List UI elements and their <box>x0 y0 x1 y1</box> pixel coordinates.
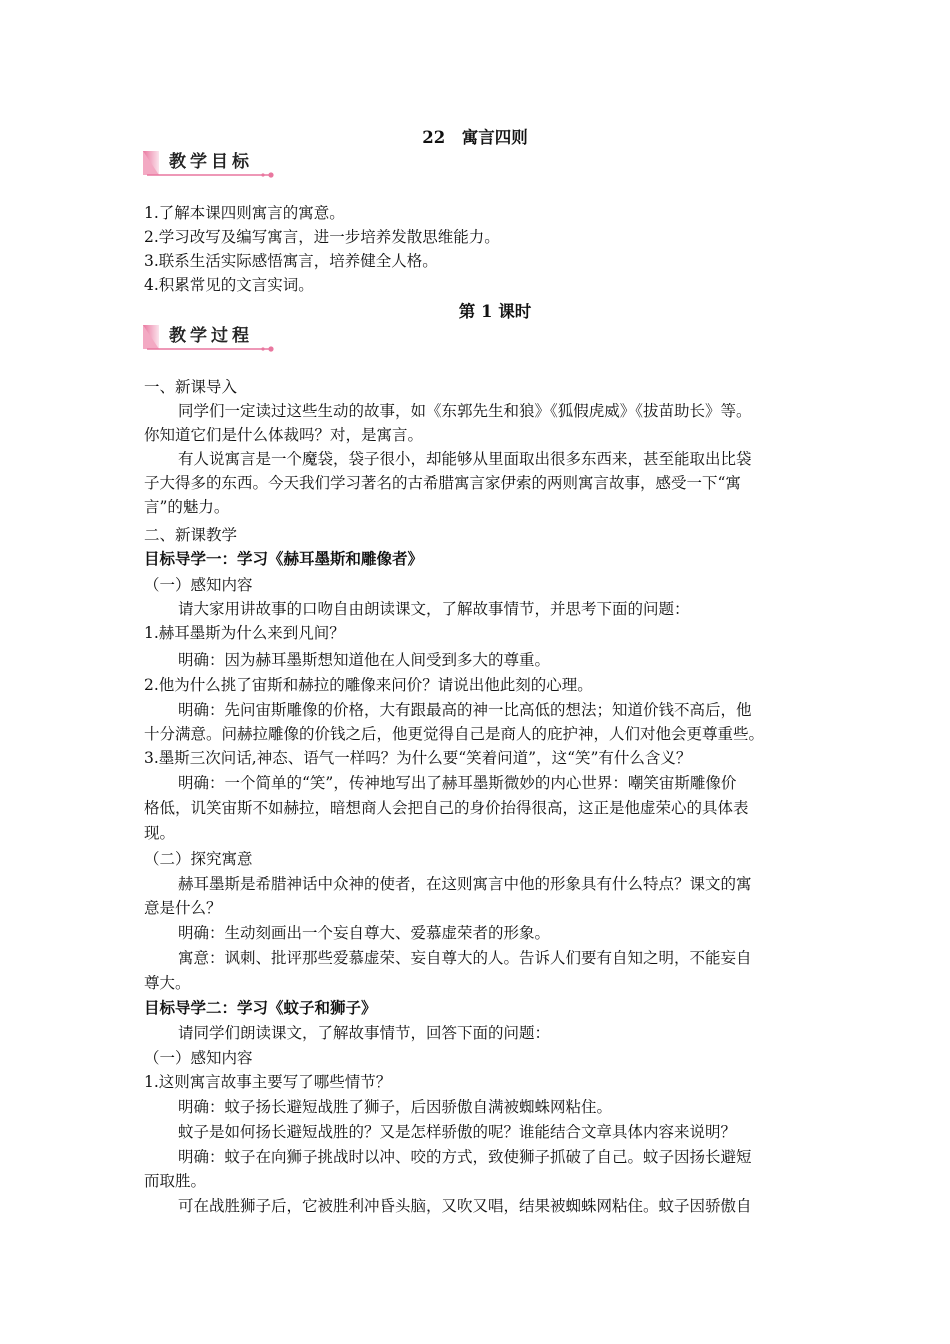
answer-line: 寓意：讽刺、批评那些爱慕虚荣、妄自尊大的人。告诉人们要有自知之明，不能妄自 <box>178 949 752 967</box>
paragraph-line: 蚊子是如何扬长避短战胜的？又是怎样骄傲的呢？谁能结合文章具体内容来说明？ <box>178 1123 737 1141</box>
goal-item: 1.了解本课四则寓言的寓意。 <box>144 204 345 222</box>
section-heading: 一、新课导入 <box>144 378 238 396</box>
answer-line: 明确：先问宙斯雕像的价格，大有跟最高的神一比高低的想法；知道价钱不高后，他 <box>178 701 752 719</box>
paragraph-line: 请大家用讲故事的口吻自由朗读课文，了解故事情节，并思考下面的问题： <box>178 600 690 618</box>
answer-line: 明确：因为赫耳墨斯想知道他在人间受到多大的尊重。 <box>178 651 551 669</box>
paragraph-line: 你知道它们是什么体裁吗？对，是寓言。 <box>144 426 424 444</box>
answer-line: 明确：蚊子扬长避短战胜了狮子，后因骄傲自满被蜘蛛网粘住。 <box>178 1098 613 1116</box>
question-line: 1.这则寓言故事主要写了哪些情节？ <box>144 1073 392 1091</box>
paragraph-line: 可在战胜狮子后，它被胜利冲昏头脑，又吹又唱，结果被蜘蛛网粘住。蚊子因骄傲自 <box>178 1197 752 1215</box>
section-banner-process <box>143 321 279 355</box>
question-line: 1.赫耳墨斯为什么来到凡间？ <box>144 624 345 642</box>
answer-line: 尊大。 <box>144 974 191 992</box>
paragraph-line: 赫耳墨斯是希腊神话中众神的使者，在这则寓言中他的形象具有什么特点？课文的寓 <box>178 875 752 893</box>
paragraph-line: 同学们一定读过这些生动的故事，如《东郭先生和狼》《狐假虎威》《拔苗助长》等。 <box>178 402 752 420</box>
paragraph-line: 请同学们朗读课文，了解故事情节，回答下面的问题： <box>178 1024 551 1042</box>
question-line: 2.他为什么挑了宙斯和赫拉的雕像来问价？请说出他此刻的心理。 <box>144 676 593 694</box>
sub-heading: （一）感知内容 <box>144 576 253 594</box>
answer-line: 格低，讥笑宙斯不如赫拉，暗想商人会把自己的身价抬得很高，这正是他虚荣心的具体表 <box>144 799 749 817</box>
question-line: 3.墨斯三次问话,神态、语气一样吗？为什么要“笑着问道”，这“笑”有什么含义？ <box>144 749 692 767</box>
banner-label: 教学过程 <box>169 326 253 346</box>
answer-line: 明确：蚊子在向狮子挑战时以冲、咬的方式，致使狮子抓破了自己。蚊子因扬长避短 <box>178 1148 752 1166</box>
lesson-title: 22 寓言四则 <box>422 128 528 147</box>
section-banner-goals <box>143 147 279 181</box>
answer-line: 而取胜。 <box>144 1172 207 1190</box>
answer-line: 十分满意。问赫拉雕像的价钱之后，他更觉得自己是商人的庇护神，人们对他会更尊重些。 <box>144 725 765 743</box>
goal-item: 4.积累常见的文言实词。 <box>144 276 314 294</box>
goal-heading: 目标导学二：学习《蚊子和狮子》 <box>144 998 377 1017</box>
sub-heading: （二）探究寓意 <box>144 850 253 868</box>
goal-item: 3.联系生活实际感悟寓言，培养健全人格。 <box>144 252 438 270</box>
banner-label: 教学目标 <box>169 152 253 172</box>
answer-line: 现。 <box>144 824 176 842</box>
goal-heading: 目标导学一：学习《赫耳墨斯和雕像者》 <box>144 549 424 568</box>
goal-item: 2.学习改写及编写寓言，进一步培养发散思维能力。 <box>144 228 500 246</box>
paragraph-line: 子大得多的东西。今天我们学习著名的古希腊寓言家伊索的两则寓言故事，感受一下“寓 <box>144 474 741 492</box>
section-heading: 二、新课教学 <box>144 526 238 544</box>
answer-line: 明确：生动刻画出一个妄自尊大、爱慕虚荣者的形象。 <box>178 924 551 942</box>
answer-line: 明确：一个简单的“笑”，传神地写出了赫耳墨斯微妙的内心世界：嘲笑宙斯雕像价 <box>178 774 737 792</box>
paragraph-line: 意是什么？ <box>144 899 222 917</box>
sub-heading: （一）感知内容 <box>144 1049 253 1067</box>
paragraph-line: 有人说寓言是一个魔袋，袋子很小，却能够从里面取出很多东西来，甚至能取出比袋 <box>178 450 752 468</box>
paragraph-line: 言”的魅力。 <box>144 498 230 516</box>
period-title: 第 1 课时 <box>458 302 532 321</box>
